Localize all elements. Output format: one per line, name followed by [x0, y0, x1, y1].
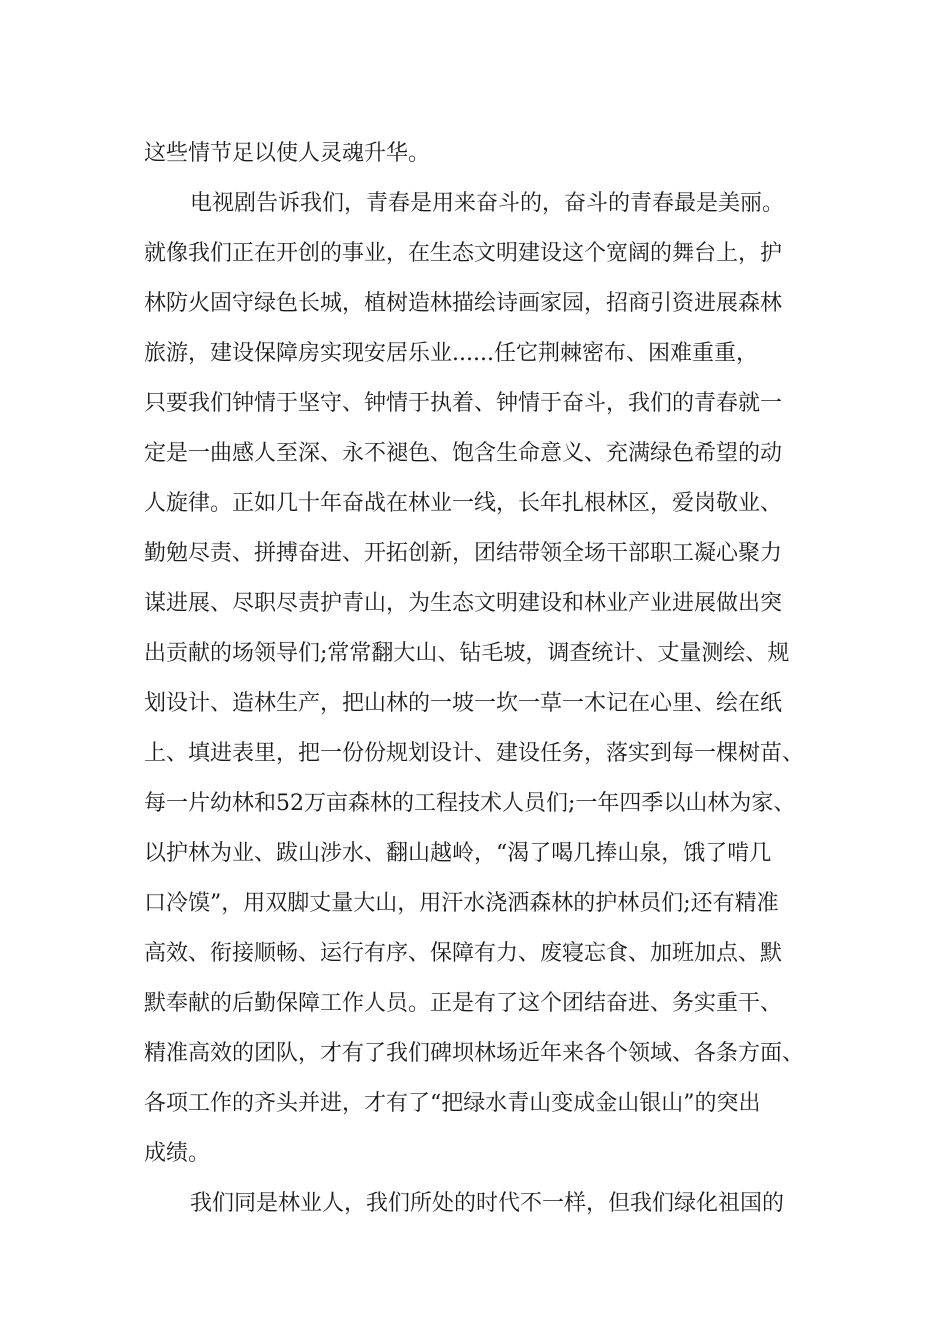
text-line-16: 口冷馍”，用双脚丈量大山，用汗水浇洒森林的护林员们;还有精准 — [144, 891, 779, 916]
paragraph-3-line-1: 我们同是林业人，我们所处的时代不一样，但我们绿化祖国的 — [190, 1191, 785, 1216]
text-line-15: 以护林为业、跋山涉水、翻山越岭，“渴了喝几捧山泉，饿了啃几 — [144, 841, 772, 866]
text-line-18: 默奉献的后勤保障工作人员。正是有了这个团结奋进、务实重干、 — [144, 991, 783, 1016]
text-line-9: 勤勉尽责、拼搏奋进、开拓创新，团结带领全场干部职工凝心聚力 — [144, 541, 783, 566]
text-line-7: 定是一曲感人至深、永不褪色、饱含生命意义、充满绿色希望的动 — [144, 441, 783, 466]
text-line-14: 每一片幼林和52万亩森林的工程技术人员们;一年四季以山林为家、 — [144, 791, 796, 816]
text-line-1: 这些情节足以使人灵魂升华。 — [144, 141, 431, 166]
text-line-13: 上、填进表里，把一份份规划设计、建设任务，落实到每一棵树苗、 — [144, 741, 805, 766]
text-line-21: 成绩。 — [144, 1141, 211, 1166]
text-line-6: 只要我们钟情于坚守、钟情于执着、钟情于奋斗，我们的青春就一 — [144, 391, 783, 416]
text-line-8: 人旋律。正如几十年奋战在林业一线，长年扎根林区，爱岗敬业、 — [144, 491, 783, 516]
text-line-4: 林防火固守绿色长城，植树造林描绘诗画家园，招商引资进展森林 — [144, 291, 783, 316]
text-line-5: 旅游，建设保障房实现安居乐业......任它荆棘密布、困难重重， — [144, 341, 758, 366]
text-line-3: 就像我们正在开创的事业，在生态文明建设这个宽阔的舞台上，护 — [144, 241, 783, 266]
text-line-20: 各项工作的齐头并进，才有了“把绿水青山变成金山银山”的突出 — [144, 1091, 761, 1116]
paragraph-2-line-1: 电视剧告诉我们，青春是用来奋斗的，奋斗的青春最是美丽。 — [190, 191, 785, 216]
text-line-12: 划设计、造林生产，把山林的一坡一坎一草一木记在心里、绘在纸 — [144, 691, 783, 716]
text-line-19: 精准高效的团队，才有了我们碑坝林场近年来各个领域、各条方面、 — [144, 1041, 805, 1066]
text-line-17: 高效、衔接顺畅、运行有序、保障有力、废寝忘食、加班加点、默 — [144, 941, 783, 966]
text-line-10: 谋进展、尽职尽责护青山，为生态文明建设和林业产业进展做出突 — [144, 591, 783, 616]
text-line-11: 出贡献的场领导们;常常翻大山、钻毛坡，调查统计、丈量测绘、规 — [144, 641, 790, 666]
